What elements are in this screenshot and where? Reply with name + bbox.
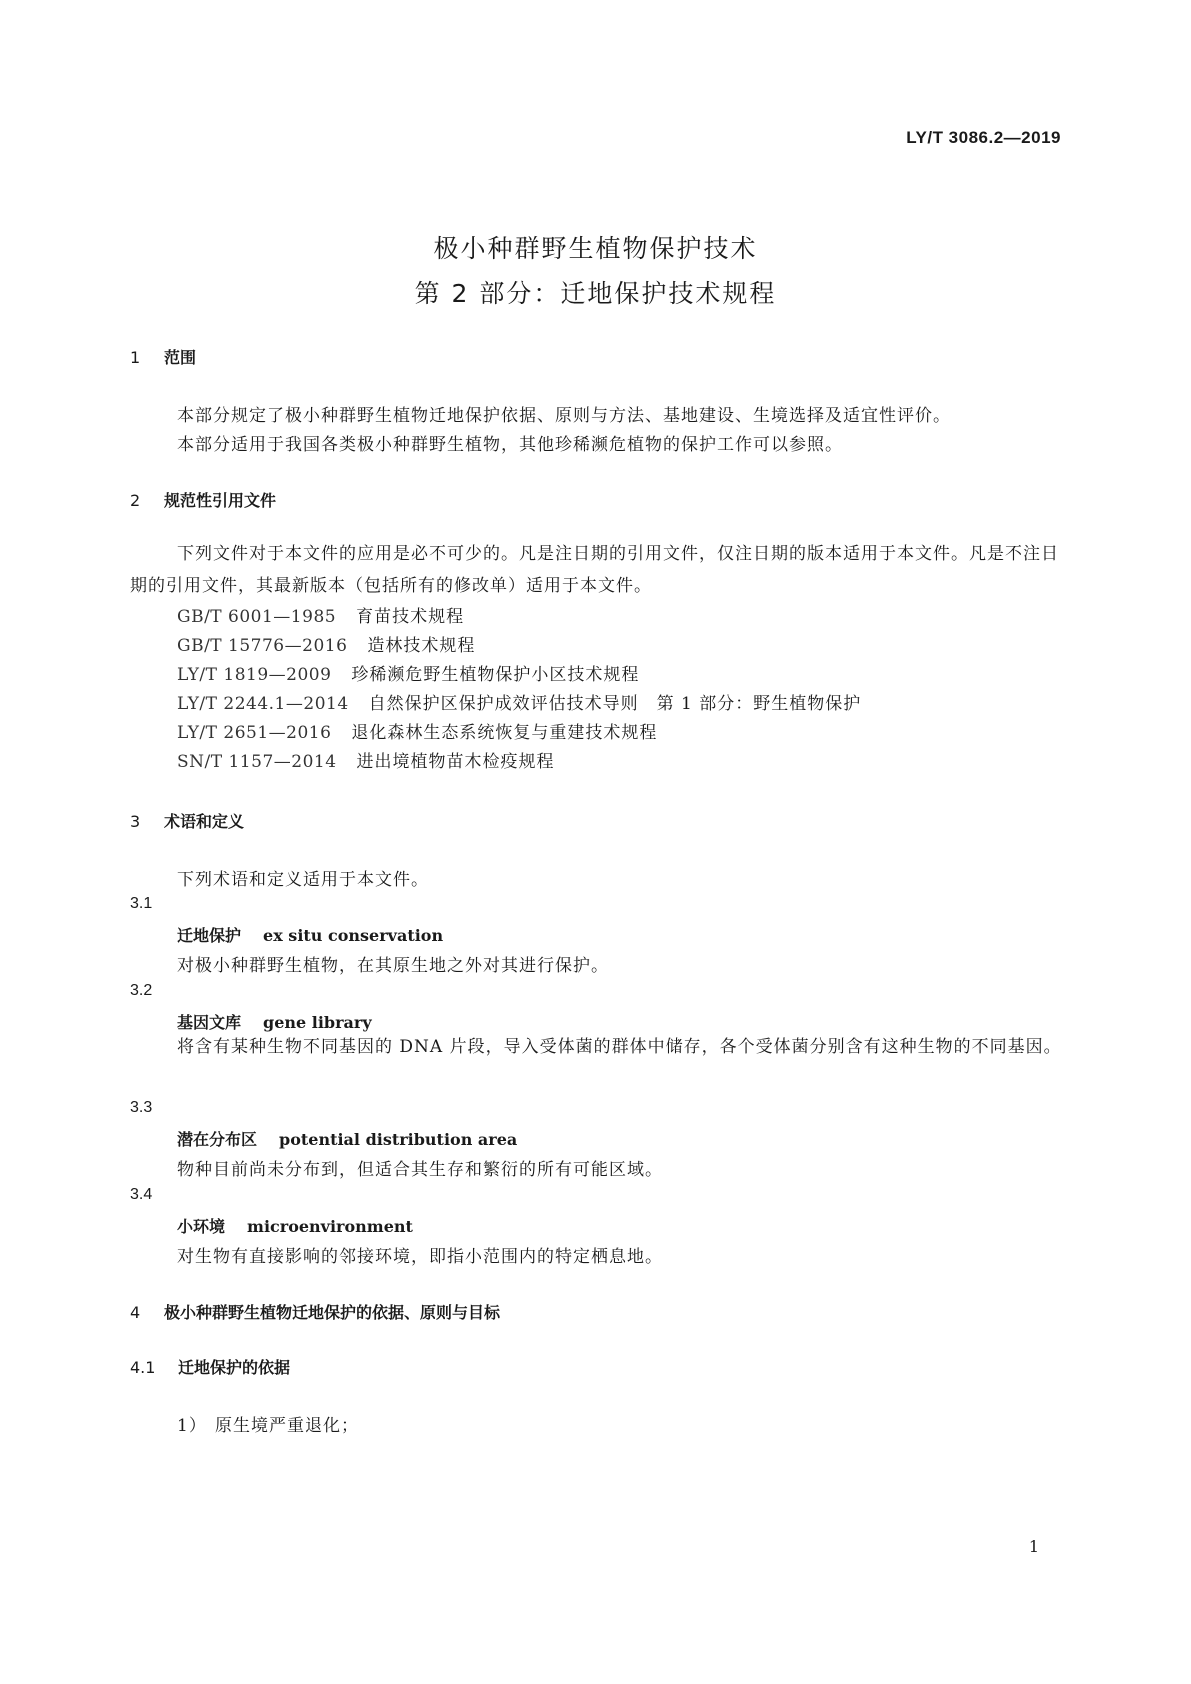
reference-item: [177, 689, 861, 714]
term-en: microenvironment: [247, 1217, 413, 1236]
section-title: 规范性引用文件: [164, 491, 277, 510]
section-3-heading: [130, 809, 244, 832]
reference-code: LY/T 2651—2016: [177, 723, 332, 743]
section-title: 范围: [164, 348, 197, 367]
section-title: 极小种群野生植物迁地保护的依据、原则与目标: [164, 1303, 501, 1322]
term-definition: 对生物有直接影响的邻接环境，即指小范围内的特定栖息地。: [177, 1247, 663, 1267]
term-en: ex situ conservation: [263, 926, 444, 945]
reference-item: [177, 602, 464, 627]
term-en: potential distribution area: [279, 1130, 518, 1149]
paragraph: 本部分规定了极小种群野生植物迁地保护依据、原则与方法、基地建设、生境选择及适宜性评价。: [177, 406, 951, 426]
list-item: [177, 1411, 359, 1436]
subsection-4-1-heading: [130, 1355, 290, 1378]
reference-code: LY/T 1819—2009: [177, 665, 332, 685]
list-item-text: 原生境严重退化；: [215, 1416, 359, 1436]
reference-name: 造林技术规程: [367, 636, 476, 656]
term-zh: 基因文库: [177, 1013, 242, 1032]
term-definition: 对极小种群野生植物，在其原生地之外对其进行保护。: [177, 956, 609, 976]
reference-name: 自然保护区保护成效评估技术导则 第 1 部分：野生植物保护: [368, 694, 862, 714]
document-title-line2: 第 2 部分：迁地保护技术规程: [414, 279, 777, 308]
section-4-heading: [130, 1300, 500, 1323]
section-number: 4: [130, 1303, 141, 1322]
reference-code: GB/T 15776—2016: [177, 636, 348, 656]
term-number: 3.4: [130, 1186, 153, 1203]
term-definition: 物种目前尚未分布到，但适合其生存和繁衍的所有可能区域。: [177, 1160, 663, 1180]
term-number: 3.2: [130, 982, 153, 999]
section-title: 术语和定义: [164, 812, 245, 831]
term-title: [177, 1214, 413, 1237]
term-number: 3.1: [130, 895, 153, 912]
reference-name: 进出境植物苗木检疫规程: [356, 752, 555, 772]
reference-item: [177, 660, 639, 685]
term-title: [177, 1127, 517, 1150]
paragraph: 下列术语和定义适用于本文件。: [177, 870, 429, 890]
section-number: 3: [130, 812, 141, 831]
subsection-title: 迁地保护的依据: [178, 1358, 291, 1377]
term-number: 3.3: [130, 1099, 153, 1116]
reference-code: LY/T 2244.1—2014: [177, 694, 349, 714]
term-zh: 小环境: [177, 1217, 226, 1236]
term-title: [177, 1010, 372, 1033]
paragraph: 本部分适用于我国各类极小种群野生植物，其他珍稀濒危植物的保护工作可以参照。: [177, 435, 843, 455]
term-title: [177, 923, 443, 946]
reference-item: [177, 718, 657, 743]
reference-item: [177, 747, 555, 772]
document-title-line1: 极小种群野生植物保护技术: [433, 234, 758, 263]
subsection-number: 4.1: [130, 1358, 156, 1377]
reference-item: [177, 631, 475, 656]
term-definition: 将含有某种生物不同基因的 DNA 片段，导入受体菌的群体中储存，各个受体菌分别含有这种生物的不同基因。: [177, 1037, 1062, 1057]
term-zh: 迁地保护: [177, 926, 242, 945]
page-number: 1: [1028, 1537, 1039, 1556]
term-zh: 潜在分布区: [177, 1130, 258, 1149]
list-item-number: 1）: [177, 1416, 207, 1436]
reference-code: SN/T 1157—2014: [177, 752, 337, 772]
section-2-heading: [130, 488, 276, 511]
section-number: 1: [130, 348, 141, 367]
reference-name: 珍稀濒危野生植物保护小区技术规程: [351, 665, 640, 685]
section-number: 2: [130, 491, 141, 510]
reference-name: 育苗技术规程: [356, 607, 465, 627]
reference-name: 退化森林生态系统恢复与重建技术规程: [351, 723, 658, 743]
paragraph: 下列文件对于本文件的应用是必不可少的。凡是注日期的引用文件，仅注日期的版本适用于本文件。凡是不注日期的引用文件，其最新版本（包括所有的修改单）适用于本文件。: [130, 544, 1059, 596]
section-1-heading: [130, 345, 196, 368]
term-en: gene library: [263, 1013, 372, 1032]
reference-code: GB/T 6001—1985: [177, 607, 337, 627]
standard-code: LY/T 3086.2—2019: [906, 128, 1061, 147]
